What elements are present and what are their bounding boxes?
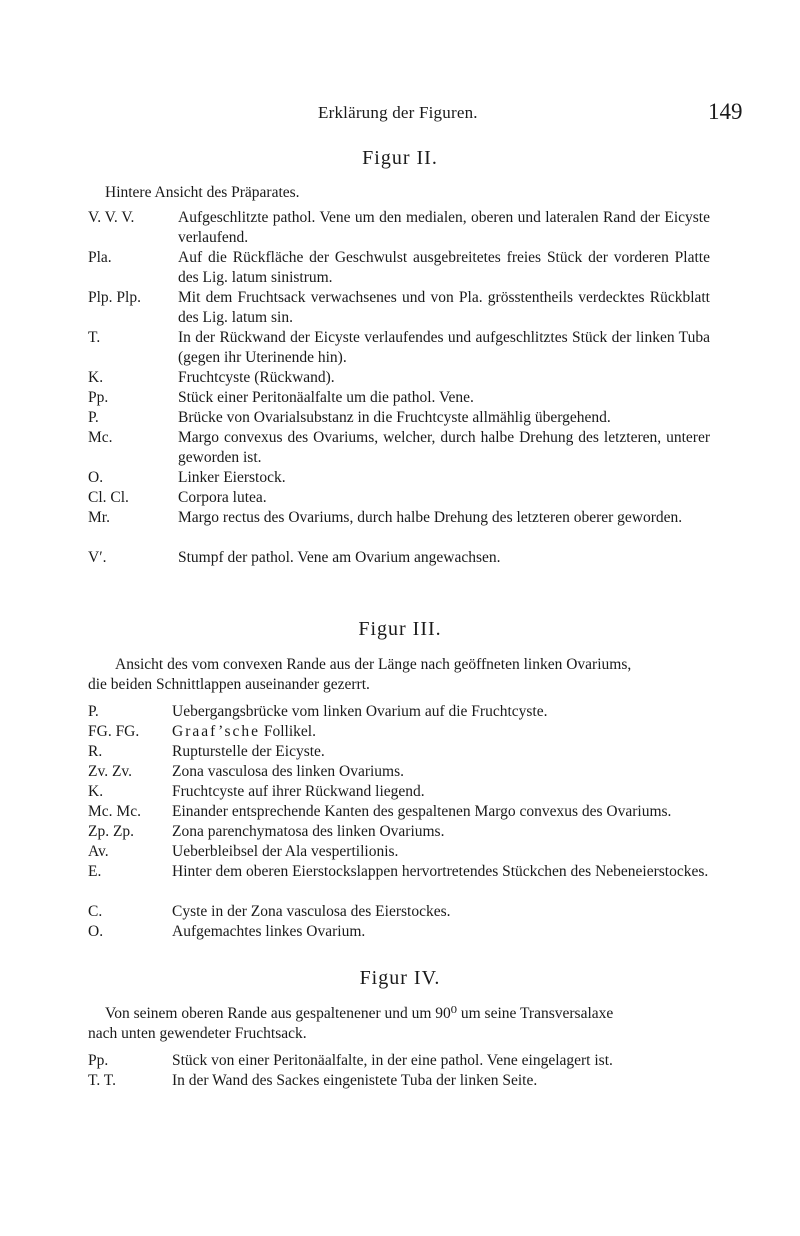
figure-4-intro-line2: nach unten gewendeter Fruchtsack. (88, 1025, 307, 1042)
legend-desc: Corpora lutea. (178, 489, 267, 506)
legend-desc: Stück einer Peritonäalfalte um die pathol. Vene. (178, 389, 474, 406)
legend-abbr: T. (88, 329, 101, 346)
legend-desc: Einander entsprechende Kanten des gespaltenen Margo convexus des Ovariums. (172, 803, 672, 820)
legend-desc (172, 722, 732, 742)
legend-desc: Linker Eierstock. (178, 469, 286, 486)
legend-abbr: Pp. (88, 1052, 109, 1069)
legend-abbr: V′. (88, 549, 107, 566)
running-title: Erklärung der Figuren. (318, 103, 478, 122)
figure-4-intro-line1: Von seinem oberen Rande aus gespaltenener und um 90⁰ um seine Transversalaxe (105, 1005, 614, 1022)
legend-desc: Fruchtcyste (Rückwand). (178, 369, 335, 386)
legend-abbr: V. V. V. (88, 209, 135, 226)
legend-desc: Brücke von Ovarialsubstanz in die Fruchtcyste allmählig übergehend. (178, 409, 611, 426)
legend-abbr: C. (88, 903, 103, 920)
figure-2-intro: Hintere Ansicht des Präparates. (105, 184, 300, 201)
legend-abbr: FG. FG. (88, 723, 140, 740)
legend-abbr: Zp. Zp. (88, 823, 135, 840)
legend-abbr: Pp. (88, 389, 109, 406)
legend-desc: Rupturstelle der Eicyste. (172, 743, 325, 760)
legend-abbr: Plp. Plp. (88, 289, 141, 306)
legend-abbr: O. (88, 923, 104, 940)
legend-desc: Aufgemachtes linkes Ovarium. (172, 923, 366, 940)
legend-desc: Zona vasculosa des linken Ovariums. (172, 763, 405, 780)
legend-desc: Margo convexus des Ovariums, welcher, durch halbe Drehung des letzteren, unterer geworden ist. (178, 429, 710, 466)
spaced-name: Graaf’sche (172, 723, 260, 740)
legend-desc-rest: Follikel. (259, 723, 316, 740)
legend-abbr: Zv. Zv. (88, 763, 133, 780)
legend-abbr: Mc. (88, 429, 113, 446)
legend-desc: Stück von einer Peritonäalfalte, in der eine pathol. Vene eingelagert ist. (172, 1052, 613, 1069)
figure-3-intro-line2: die beiden Schnittlappen auseinander gezerrt. (88, 676, 370, 693)
legend-abbr: P. (88, 409, 99, 426)
legend-abbr: O. (88, 469, 104, 486)
legend-desc: In der Wand des Sackes eingenistete Tuba der linken Seite. (172, 1072, 538, 1089)
legend-desc: Margo rectus des Ovariums, durch halbe Drehung des letzteren oberer geworden. (178, 509, 683, 526)
legend-abbr: R. (88, 743, 103, 760)
legend-desc: Uebergangsbrücke vom linken Ovarium auf die Fruchtcyste. (172, 703, 548, 720)
legend-desc: Zona parenchymatosa des linken Ovariums. (172, 823, 445, 840)
legend-abbr: T. T. (88, 1072, 116, 1089)
legend-abbr: E. (88, 863, 102, 880)
legend-abbr: Pla. (88, 249, 112, 266)
legend-abbr: P. (88, 703, 99, 720)
page-number: 149 (708, 99, 743, 124)
legend-desc: Auf die Rückfläche der Geschwulst ausgebreitetes freies Stück der vorderen Platte des Lig. latum sinistrum. (178, 249, 710, 286)
legend-abbr: K. (88, 369, 104, 386)
legend-abbr: Av. (88, 843, 109, 860)
legend-abbr: K. (88, 783, 104, 800)
legend-desc: Aufgeschlitzte pathol. Vene um den medialen, oberen und lateralen Rand der Eicyste verlaufend. (178, 209, 710, 246)
running-header (0, 99, 800, 133)
legend-desc: Ueberbleibsel der Ala vespertilionis. (172, 843, 399, 860)
legend-abbr: Mc. Mc. (88, 803, 141, 820)
legend-desc: Hinter dem oberen Eierstockslappen hervortretendes Stückchen des Nebeneierstockes. (172, 863, 709, 880)
legend-desc: Cyste in der Zona vasculosa des Eierstockes. (172, 903, 451, 920)
legend-desc: Mit dem Fruchtsack verwachsenes und von Pla. grösstentheils verdecktes Rückblatt des Lig. latum sin. (178, 289, 710, 326)
legend-desc: Fruchtcyste auf ihrer Rückwand liegend. (172, 783, 425, 800)
legend-abbr: Cl. Cl. (88, 489, 129, 506)
legend-desc: In der Rückwand der Eicyste verlaufendes und aufgeschlitztes Stück der linken Tuba (gegen ihr Uterinende hin). (178, 329, 710, 366)
legend-desc: Stumpf der pathol. Vene am Ovarium angewachsen. (178, 549, 501, 566)
figure-3-title: Figur III. (358, 618, 442, 640)
figure-3-intro-line1: Ansicht des vom convexen Rande aus der Länge nach geöffneten linken Ovariums, (115, 656, 632, 673)
legend-abbr: Mr. (88, 509, 110, 526)
figure-2-title: Figur II. (362, 147, 438, 169)
figure-4-title: Figur IV. (359, 967, 441, 989)
